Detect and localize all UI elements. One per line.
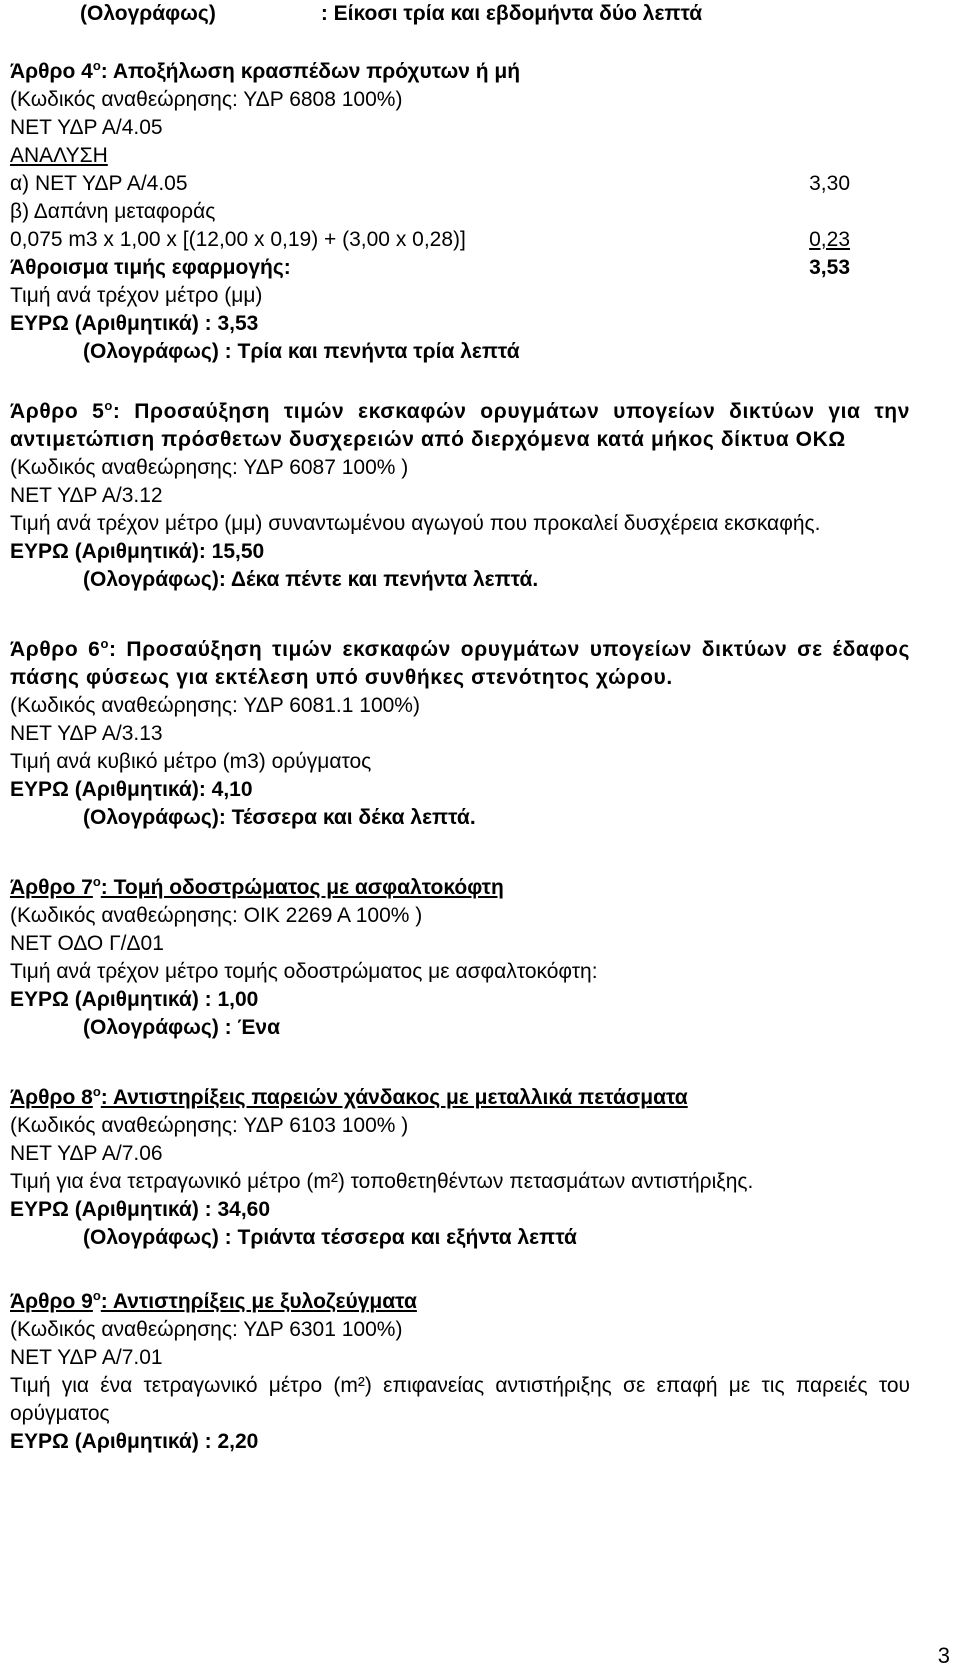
document-page [10,0,910,1456]
article-5-title-rest: : Προσαύξηση τιμών εκσκαφών ορυγμάτων υπογείων δικτύων για την αντιμετώπιση πρόσθετων δυσχερειών από διερχόμενα κατά μήκος δίκτυα ΟΚΩ [10,400,910,451]
article-9-euro: ΕΥΡΩ (Αριθμητικά) : 2,20 [10,1430,259,1453]
article-7-title [10,874,910,902]
article-5-title [10,398,910,454]
article-8-title-text: Άρθρο 8 [10,1086,93,1109]
article-4-net: ΝΕΤ ΥΔΡ Α/4.05 [10,116,163,139]
article-4-calc-amount: 0,23 [809,228,850,251]
article-4-line-a [10,170,910,198]
article-6-words: (Ολογράφως): Τέσσερα και δέκα λεπτά. [83,806,476,829]
article-6-title-text: Άρθρο 6 [10,638,101,661]
article-8-net: ΝΕΤ ΥΔΡ Α/7.06 [10,1142,163,1165]
article-4-words: (Ολογράφως) : Τρία και πενήντα τρία λεπτά [83,340,520,363]
top-words-label: (Ολογράφως) [80,2,216,25]
article-8 [10,1084,910,1252]
top-words-value: : Είκοσι τρία και εβδομήντα δύο λεπτά [320,2,703,25]
article-7-unit: Τιμή ανά τρέχον μέτρο τομής οδοστρώματος με ασφαλτοκόφτη: [10,960,598,983]
article-8-euro: ΕΥΡΩ (Αριθμητικά) : 34,60 [10,1198,271,1221]
article-7-title-rest: : Τομή οδοστρώματος με ασφαλτοκόφτη [100,876,504,899]
article-4-title-rest: : Αποξήλωση κρασπέδων πρόχυτων ή μή [100,60,521,83]
article-6-title-rest: : Προσαύξηση τιμών εκσκαφών ορυγμάτων υπογείων δικτύων σε έδαφος πάσης φύσεως για εκτέλεση υπό συνθήκες στενότητος χώρου. [10,638,910,689]
article-7-code: (Κωδικός αναθεώρησης: ΟΙΚ 2269 Α 100% ) [10,904,423,927]
article-9-title-text: Άρθρο 9 [10,1290,93,1313]
article-5-title-text: Άρθρο 5 [10,400,105,423]
article-9-net: ΝΕΤ ΥΔΡ Α/7.01 [10,1346,163,1369]
article-7-euro: ΕΥΡΩ (Αριθμητικά) : 1,00 [10,988,259,1011]
article-4-line-b: β) Δαπάνη μεταφοράς [10,200,216,223]
article-4 [10,58,910,366]
article-6-code: (Κωδικός αναθεώρησης: ΥΔΡ 6081.1 100%) [10,694,420,717]
article-9-title-rest: : Αντιστηρίξεις με ξυλοζεύγματα [100,1290,417,1313]
article-4-line-a-amount: 3,30 [809,172,850,195]
article-4-sum-amount: 3,53 [809,256,850,279]
article-4-line-a-label: α) ΝΕΤ ΥΔΡ Α/4.05 [10,172,188,195]
article-8-unit: Τιμή για ένα τετραγωνικό μέτρο (m²) τοποθετηθέντων πετασμάτων αντιστήριξης. [10,1170,754,1193]
article-8-words: (Ολογράφως) : Τριάντα τέσσερα και εξήντα λεπτά [83,1226,577,1249]
article-5-title-sup: ο [104,398,113,413]
article-6-unit: Τιμή ανά κυβικό μέτρο (m3) ορύγματος [10,750,372,773]
article-4-sum-label: Άθροισμα τιμής εφαρμογής: [10,256,291,279]
article-4-code: (Κωδικός αναθεώρησης: ΥΔΡ 6808 100%) [10,88,403,111]
article-6-title-sup: ο [100,636,109,651]
article-4-analysis: ΑΝΑΛΥΣΗ [10,144,108,167]
page-number: 3 [937,1643,950,1668]
article-5-euro: ΕΥΡΩ (Αριθμητικά): 15,50 [10,540,265,563]
top-words-line [10,0,910,28]
article-8-title [10,1084,910,1112]
article-4-euro: ΕΥΡΩ (Αριθμητικά) : 3,53 [10,312,259,335]
article-7 [10,874,910,1042]
article-9-title-sup: ο [92,1288,101,1303]
article-9-unit: Τιμή για ένα τετραγωνικό μέτρο (m²) επιφανείας αντιστήριξης σε επαφή με τις παρειές του ορύγματος [10,1374,910,1425]
article-8-title-rest: : Αντιστηρίξεις παρειών χάνδακος με μεταλλικά πετάσματα [100,1086,688,1109]
article-8-title-sup: ο [92,1084,101,1099]
article-7-title-text: Άρθρο 7 [10,876,93,899]
article-6 [10,636,910,832]
article-5-unit: Τιμή ανά τρέχον μέτρο (μμ) συναντωμένου αγωγού που προκαλεί δυσχέρεια εκσκαφής. [10,512,821,535]
article-8-code: (Κωδικός αναθεώρησης: ΥΔΡ 6103 100% ) [10,1114,409,1137]
article-5 [10,398,910,594]
article-9-code: (Κωδικός αναθεώρησης: ΥΔΡ 6301 100%) [10,1318,403,1341]
article-5-words: (Ολογράφως): Δέκα πέντε και πενήντα λεπτά. [83,568,539,591]
article-9 [10,1288,910,1456]
article-7-title-sup: ο [92,874,101,889]
article-4-title-sup: ο [92,58,101,73]
article-5-net: ΝΕΤ ΥΔΡ Α/3.12 [10,484,163,507]
article-7-net: ΝΕΤ ΟΔΟ Γ/Δ01 [10,932,164,955]
article-4-title [10,58,910,86]
article-5-code: (Κωδικός αναθεώρησης: ΥΔΡ 6087 100% ) [10,456,409,479]
article-6-title [10,636,910,692]
article-6-euro: ΕΥΡΩ (Αριθμητικά): 4,10 [10,778,253,801]
article-4-calc [10,226,910,254]
article-4-title-text: Άρθρο 4 [10,60,93,83]
article-4-calc-text: 0,075 m3 x 1,00 x [(12,00 x 0,19) + (3,00 x 0,28)] [10,228,466,251]
article-7-words: (Ολογράφως) : Ένα [83,1016,280,1039]
article-9-title [10,1288,910,1316]
article-4-unit: Τιμή ανά τρέχον μέτρο (μμ) [10,284,263,307]
article-6-net: ΝΕΤ ΥΔΡ Α/3.13 [10,722,163,745]
article-4-sum [10,254,910,282]
